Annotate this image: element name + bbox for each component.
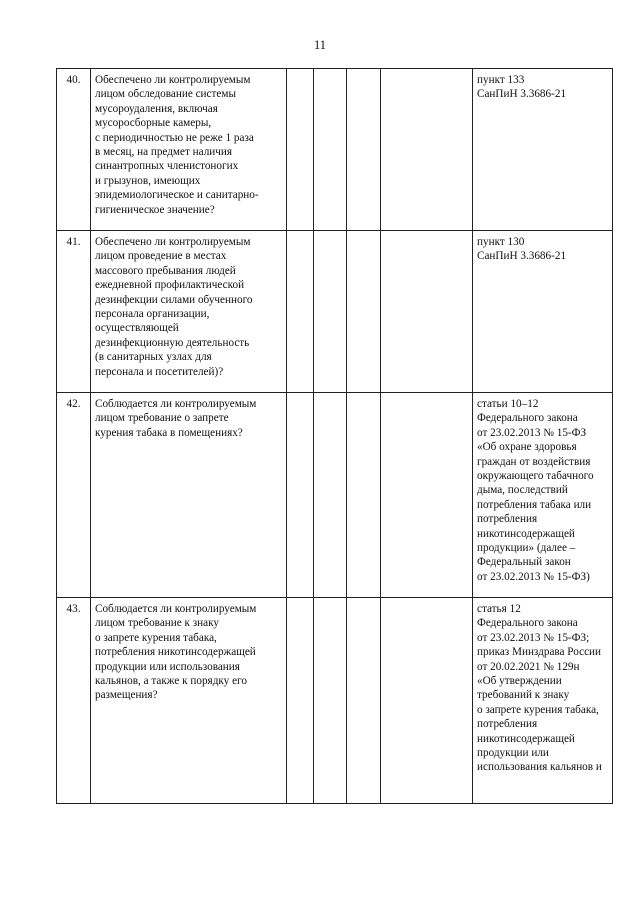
answer-yes-cell [287, 598, 314, 804]
checklist-table [56, 68, 613, 804]
question-cell: Обеспечено ли контролируемым лицом обследование системы мусороудаления, включая мусоросборные камеры, с периодичностью не реже 1 раза в месяц, на предмет наличия синантропных членистоногих и грызунов, имеющих эпидемиологическое и санитарно- гигиеническое значение? [91, 69, 287, 231]
reference-cell: статья 12 Федерального закона от 23.02.2013 № 15-ФЗ; приказ Минздрава России от 20.02.2021 № 129н «Об утверждении требований к знаку о запрете курения табака, потребления никотинсодержащей продукции или использования кальянов и [473, 598, 613, 804]
answer-yes-cell [287, 69, 314, 231]
row-number: 41. [57, 231, 91, 393]
answer-na-cell [347, 231, 381, 393]
answer-no-cell [314, 69, 347, 231]
reference-cell: статьи 10–12 Федерального закона от 23.02.2013 № 15-ФЗ «Об охране здоровья граждан от воздействия окружающего табачного дыма, последствий потребления табака или потребления никотинсодержащей продукции» (далее – Федеральный закон от 23.02.2013 № 15-ФЗ) [473, 393, 613, 598]
table-row [57, 231, 613, 393]
note-cell [381, 598, 473, 804]
answer-no-cell [314, 393, 347, 598]
reference-cell: пункт 130 СанПиН 3.3686-21 [473, 231, 613, 393]
answer-no-cell [314, 231, 347, 393]
answer-na-cell [347, 393, 381, 598]
question-cell: Соблюдается ли контролируемым лицом требование к знаку о запрете курения табака, потребления никотинсодержащей продукции или использования кальянов, а также к порядку его размещения? [91, 598, 287, 804]
note-cell [381, 231, 473, 393]
answer-na-cell [347, 69, 381, 231]
note-cell [381, 393, 473, 598]
question-cell: Обеспечено ли контролируемым лицом проведение в местах массового пребывания людей ежедневной профилактической дезинфекции силами обученного персонала организации, осуществляющей дезинфекционную деятельность (в санитарных узлах для персонала и посетителей)? [91, 231, 287, 393]
row-number: 42. [57, 393, 91, 598]
answer-yes-cell [287, 231, 314, 393]
question-cell: Соблюдается ли контролируемым лицом требование о запрете курения табака в помещениях? [91, 393, 287, 598]
answer-yes-cell [287, 393, 314, 598]
row-number: 43. [57, 598, 91, 804]
page-number: 11 [313, 38, 327, 52]
answer-na-cell [347, 598, 381, 804]
table-row [57, 393, 613, 598]
answer-no-cell [314, 598, 347, 804]
note-cell [381, 69, 473, 231]
table-row [57, 69, 613, 231]
reference-cell: пункт 133 СанПиН 3.3686-21 [473, 69, 613, 231]
table-row [57, 598, 613, 804]
row-number: 40. [57, 69, 91, 231]
